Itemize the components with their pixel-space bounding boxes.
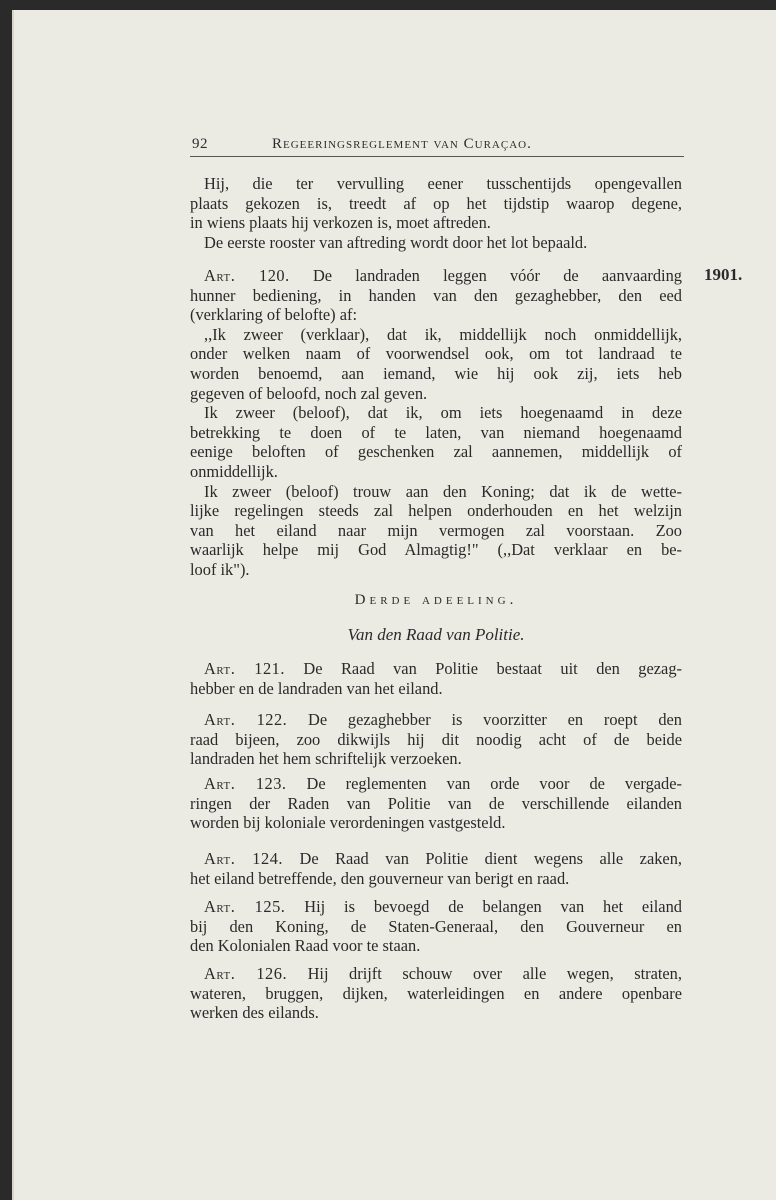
paragraph-vervulling (190, 174, 682, 252)
text-line: betrekking te doen of te laten, van niemand hoegenaamd (190, 422, 682, 442)
text-line: landraden het hem schriftelijk verzoeken. (190, 749, 462, 769)
article-125 (190, 897, 682, 956)
article-label: Art. 123. (204, 774, 287, 793)
text-line: Hij, die ter vervulling eener tusschentijds opengevallen (204, 174, 682, 193)
article-label: Art. 121. (204, 659, 285, 678)
running-title: Regeeringsreglement van Curaçao. (272, 136, 532, 152)
text-line: het eiland betreffende, den gouverneur van berigt en raad. (190, 868, 570, 888)
article-label: Art. 124. (204, 849, 283, 868)
text-line: worden bij koloniale verordeningen vastgesteld. (190, 813, 506, 833)
text-line: werken des eilands. (190, 1003, 319, 1023)
text-line: wateren, bruggen, dijken, waterleidingen en andere openbare (190, 983, 682, 1003)
text-line: ringen der Raden van Politie van de verschillende eilanden (190, 793, 682, 813)
text-line: Art. 121. De Raad van Politie bestaat uit den gezag- (204, 659, 682, 678)
section-subtitle: Van den Raad van Politie. (347, 625, 525, 644)
article-label: Art. 120. (204, 266, 290, 285)
text-line: Ik zweer (beloof), dat ik, om iets hoegenaamd in deze (204, 403, 682, 423)
article-label: Art. 126. (204, 964, 288, 983)
text-line: Art. 124. De Raad van Politie dient wegens alle zaken, (204, 849, 682, 868)
text-line: (verklaring of belofte) af: (190, 305, 358, 325)
text-line: Art. 123. De reglementen van orde voor de vergade- (204, 774, 682, 793)
text-line: Art. 126. Hij drijft schouw over alle wegen, straten, (204, 964, 682, 983)
article-label: Art. 122. (204, 710, 288, 729)
text-line: onmiddellijk. (190, 461, 278, 481)
text-line: loof ik"). (190, 559, 250, 579)
text-line: lijke regelingen steeds zal helpen onderhouden en het welzijn (190, 501, 682, 521)
text-line: bij den Koning, de Staten-Generaal, den Gouverneur en (190, 916, 682, 936)
page-number: 92 (192, 136, 208, 152)
article-124 (190, 849, 682, 888)
text-line: plaats gekozen is, treedt af op het tijdstip waarop degene, (190, 193, 682, 213)
text-line: hunner bediening, in handen van den gezaghebber, den eed (190, 285, 682, 305)
article-121 (190, 659, 682, 698)
header-rule (190, 156, 684, 157)
text-line: gegeven of beloofd, noch zal geven. (190, 383, 428, 403)
text-line: worden benoemd, aan iemand, wie hij ook zij, iets heb (190, 363, 682, 383)
text-line: in wiens plaats hij verkozen is, moet aftreden. (190, 213, 491, 233)
text-line: raad bijeen, zoo dikwijls hij dit noodig acht of de beide (190, 729, 682, 749)
text-line: Art. 122. De gezaghebber is voorzitter en roept den (204, 710, 682, 729)
section-title: Derde adeeling. (354, 592, 518, 608)
text-line: hebber en de landraden van het eiland. (190, 678, 443, 698)
text-line: onder welken naam of voorwendsel ook, om tot landraad te (190, 344, 682, 364)
article-label: Art. 125. (204, 897, 286, 916)
text-line: Art. 120. De landraden leggen vóór de aanvaarding (204, 266, 682, 285)
article-123 (190, 774, 682, 833)
text-line: Ik zweer (beloof) trouw aan den Koning; dat ik de wette- (204, 481, 682, 501)
margin-year-note: 1901. (704, 265, 743, 284)
article-120 (190, 266, 682, 580)
text-line: den Kolonialen Raad voor te staan. (190, 936, 421, 956)
text-line: van het eiland naar mijn vermogen zal voorstaan. Zoo (190, 520, 682, 540)
text-line: Art. 125. Hij is bevoegd de belangen van het eiland (204, 897, 682, 916)
text-line: ,,Ik zweer (verklaar), dat ik, middellijk noch onmiddellijk, (204, 324, 682, 344)
text-line: waarlijk helpe mij God Almagtig!" (,,Dat verklaar en be- (190, 540, 682, 560)
text-line: eenige beloften of geschenken zal aannemen, middellijk of (190, 442, 682, 462)
article-122 (190, 710, 682, 769)
article-126 (190, 964, 682, 1023)
text-line: De eerste rooster van aftreding wordt door het lot bepaald. (204, 232, 588, 252)
